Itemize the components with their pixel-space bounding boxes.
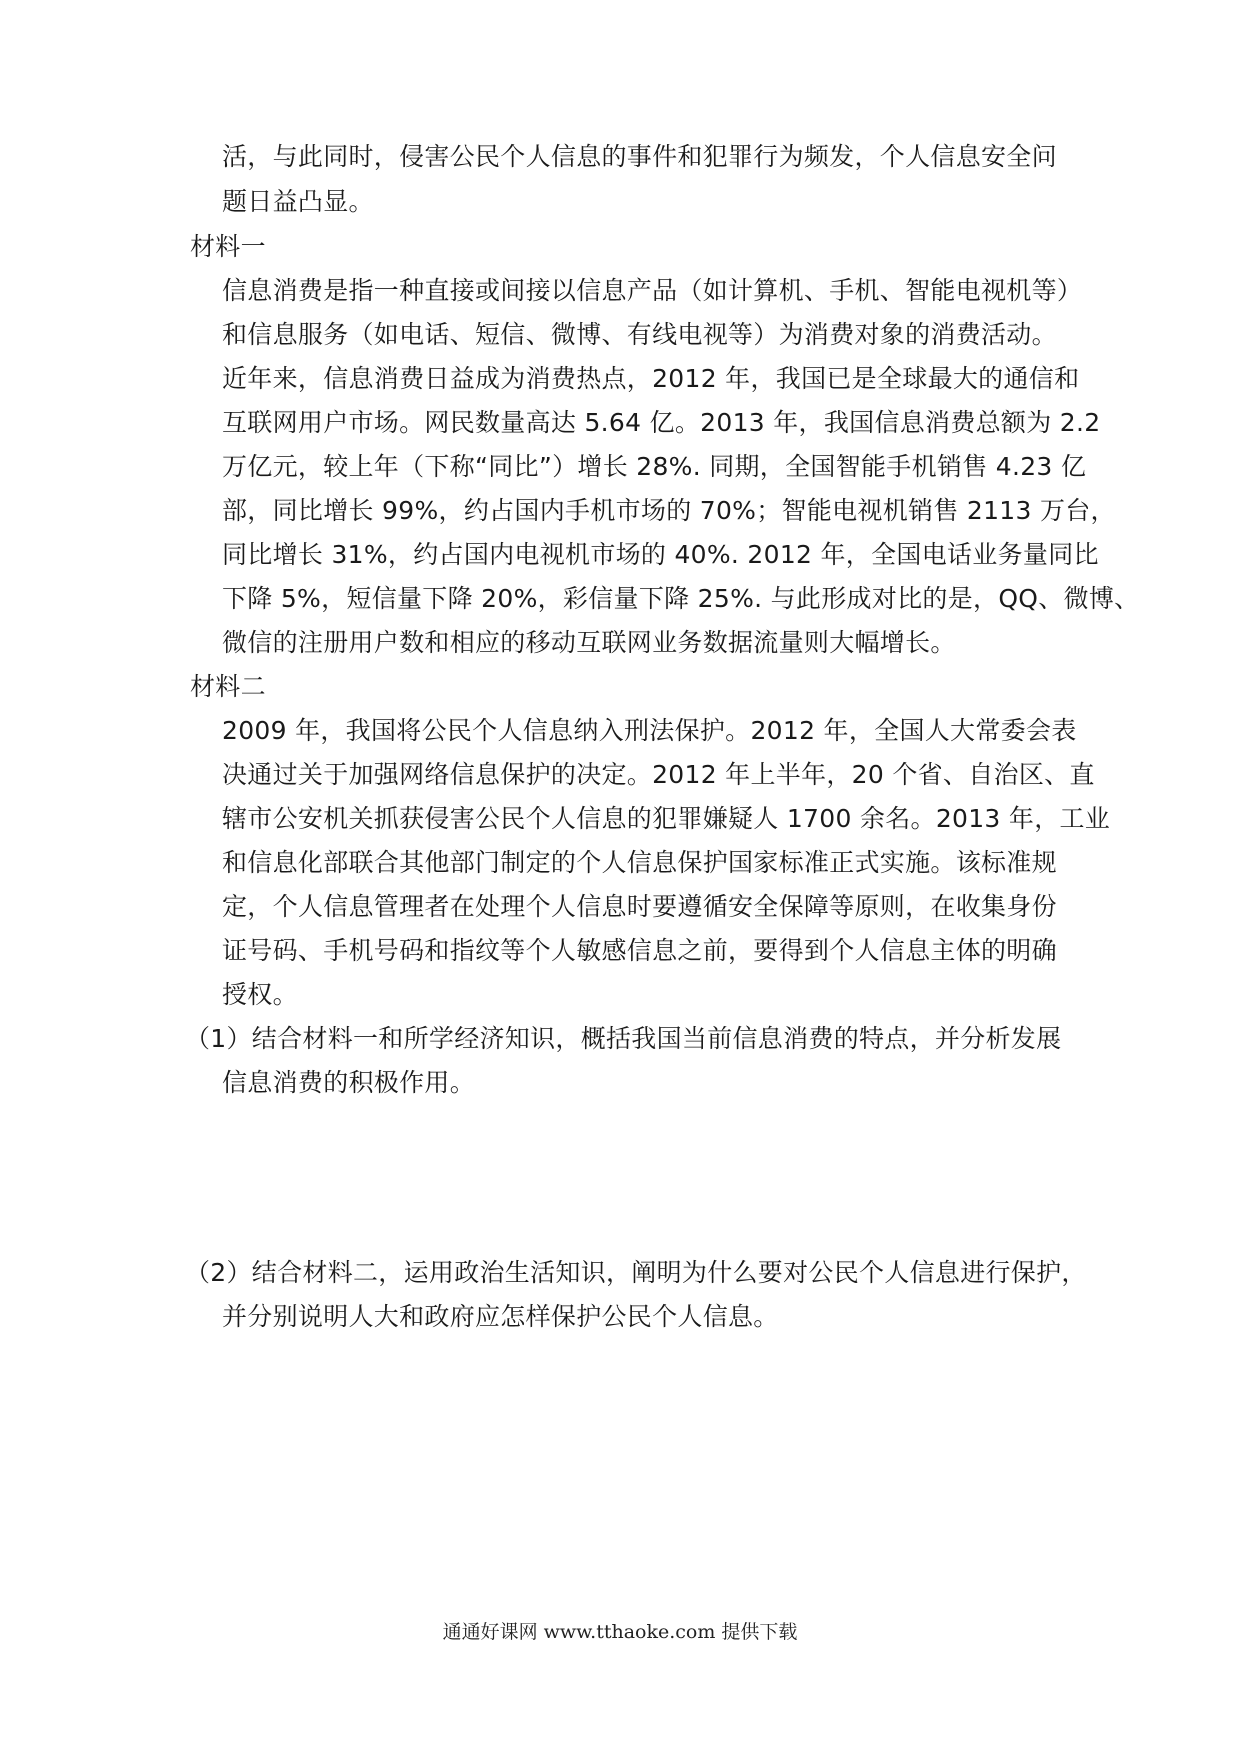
question1-line: 信息消费的积极作用。 xyxy=(222,1068,476,1097)
material2-line: 决通过关于加强网络信息保护的决定。2012 年上半年，20 个省、自治区、直 xyxy=(222,760,1095,789)
material2-line: 和信息化部联合其他部门制定的个人信息保护国家标准正式实施。该标准规 xyxy=(222,848,1057,877)
material1-line: 微信的注册用户数和相应的移动互联网业务数据流量则大幅增长。 xyxy=(222,628,956,657)
material1-line: 互联网用户市场。网民数量高达 5.64 亿。2013 年，我国信息消费总额为 2.2 xyxy=(222,408,1101,437)
footer-credit: 通通好课网 www.tthaoke.com 提供下载 xyxy=(442,1621,798,1643)
material1-line: 信息消费是指一种直接或间接以信息产品（如计算机、手机、智能电视机等） xyxy=(222,276,1083,305)
material2-line: 2009 年，我国将公民个人信息纳入刑法保护。2012 年，全国人大常委会表 xyxy=(222,716,1077,745)
material2-line: 授权。 xyxy=(222,980,298,1009)
material1-line: 近年来，信息消费日益成为消费热点，2012 年，我国已是全球最大的通信和 xyxy=(222,364,1080,393)
intro-line: 题日益凸显。 xyxy=(222,187,374,216)
material1-line: 下降 5%，短信量下降 20%，彩信量下降 25%. 与此形成对比的是，QQ、微博、 xyxy=(222,584,1140,613)
question1-line: （1）结合材料一和所学经济知识，概括我国当前信息消费的特点，并分析发展 xyxy=(185,1024,1062,1053)
material2-line: 定，个人信息管理者在处理个人信息时要遵循安全保障等原则，在收集身份 xyxy=(222,892,1057,921)
material2-label: 材料二 xyxy=(190,672,266,701)
question2-line: （2）结合材料二，运用政治生活知识，阐明为什么要对公民个人信息进行保护， xyxy=(185,1258,1087,1287)
material1-line: 部，同比增长 99%，约占国内手机市场的 70%；智能电视机销售 2113 万台， xyxy=(222,496,1116,525)
material1-line: 同比增长 31%，约占国内电视机市场的 40%. 2012 年，全国电话业务量同比 xyxy=(222,540,1099,569)
material2-line: 辖市公安机关抓获侵害公民个人信息的犯罪嫌疑人 1700 余名。2013 年，工业 xyxy=(222,804,1111,833)
material2-line: 证号码、手机号码和指纹等个人敏感信息之前，要得到个人信息主体的明确 xyxy=(222,936,1057,965)
material1-line: 和信息服务（如电话、短信、微博、有线电视等）为消费对象的消费活动。 xyxy=(222,320,1057,349)
question2-line: 并分别说明人大和政府应怎样保护公民个人信息。 xyxy=(222,1302,779,1331)
material1-label: 材料一 xyxy=(190,232,266,261)
material1-line: 万亿元，较上年（下称“同比”）增长 28%. 同期，全国智能手机销售 4.23 亿 xyxy=(222,452,1087,481)
intro-line: 活，与此同时，侵害公民个人信息的事件和犯罪行为频发，个人信息安全问 xyxy=(222,142,1057,171)
